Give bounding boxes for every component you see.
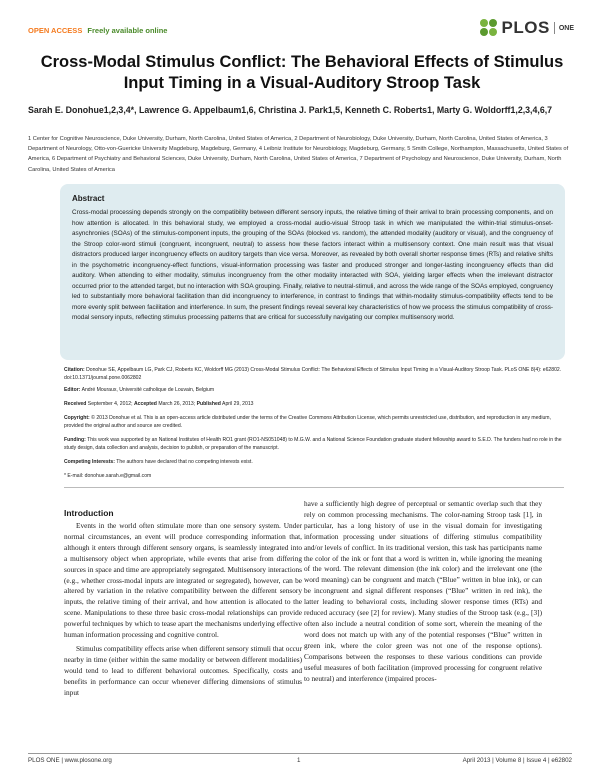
footer-divider: [28, 753, 572, 754]
abstract-text: Cross-modal processing depends strongly on the compatibility between different sensory inputs, the relative timing of their arrival to brain processing components, and on how attention is allocated. In this behavioral study, we employed a cross-modal audio-visual Stroop task in which we manipulated the within-trial stimulus-onset-asynchronies (SOAs) of the stimulus-component inputs, the grouping of the SOAs (blocked vs. random), the attended modality (auditory or visual), and the congruency of the Stroop color-word stimuli (congruent, incongruent, neutral) to assess how these factors interact within a multisensory context. One main result was that visual distractors produced larger incongruency effects on auditory targets than vice versa. Moreover, as revealed by both overall shorter response times (RTs) and relative shifts in the psychometric incongruency-effect functions, visual-information processing was faster and produced stronger and longer-lasting incongruency effects than did auditory. When attending to either modality, stimulus incongruency from the other modality interacted with SOA, yielding larger effects when the irrelevant distractor occurred prior to the attended target, but no interaction with SOA grouping. Finally, relative to neutral-stimuli, and across the wide range of the SOAs employed, congruency led to substantially more behavioral facilitation than did incongruency to interference, in contrast to findings that within-modality stimulus-compatibility effects tend to be more evenly split between facilitation and interference. In sum, the present findings reveal several key characteristics of how we process the stimulus compatibility of cross-modal sensory inputs, reflecting stimulus processing patterns that are critical for successfully navigating our complex multisensory world.: [72, 209, 553, 321]
competing-label: Competing Interests:: [64, 459, 115, 465]
left-column: [64, 508, 302, 699]
citation-text: Donohue SE, Appelbaum LG, Park CJ, Roberts KC, Woldorff MG (2013) Cross-Modal Stimulus Conflict: The Behavioral Effects of Stimulus Input Timing in a Visual-Auditory Stroop Task. PLoS ONE 8(4): e62802. doi:10.1371/journal.pone.0062802: [64, 367, 562, 382]
published-label: Published: [196, 401, 221, 407]
logo-text: PLOS: [501, 18, 550, 37]
dates-line: [64, 400, 564, 408]
published-date: April 29, 2013: [222, 401, 254, 407]
received-label: Received: [64, 401, 87, 407]
affiliations: 1 Center for Cognitive Neuroscience, Duke University, Durham, North Carolina, United States of America, 2 Department of Neurobiology, Duke University, Durham, North Carolina, United States of America, 3 Department of Neurology, Otto-von-Guericke University Magdeburg, Magdeburg, Germany, 4 Leibniz Institute for Neurobiology, Magdeburg, Germany, 5 Smith College, Northampton, Massachusetts, United States of America, 6 Department of Psychiatry and Behavioral Sciences, Duke University, Durham, North Carolina, United States of America, 7 Department of Psychology and Neuroscience, Duke University, Durham, North Carolina, United States of America: [28, 136, 569, 173]
email-label: * E-mail:: [64, 473, 84, 479]
plos-one-logo: [480, 18, 574, 38]
email-link[interactable]: donohue.sarah.e@gmail.com: [84, 473, 152, 479]
intro-paragraph-1: Events in the world often stimulate more than one sensory system. Under normal circumstances, an event will produce corresponding information that, although it enters through different sensory organs, is seamlessly integrated into a multisensory object when appropriate, while events that arise from differing sources in space and time are appropriately segregated. Multisensory interactions (e.g., whether cross-modal inputs are integrated or segregated), however, can be altered by variation in the relative compatibility between the different sensory inputs, the relative timing of their arrival, and how attention is allocated to the scene. Manipulations to these three basic cross-modal relationships can provide powerful techniques by which to tease apart the mechanisms underlying effective human information processing and cognitive control.: [64, 521, 302, 640]
funding-label: Funding:: [64, 437, 86, 443]
plos-logo-icon: [480, 19, 498, 37]
open-access-banner: [28, 26, 167, 35]
email-line: [64, 472, 564, 480]
open-access-label: OPEN ACCESS: [28, 26, 83, 35]
footer-journal: PLOS ONE | www.plosone.org: [28, 757, 112, 764]
editor-label: Editor:: [64, 387, 81, 393]
citation-label: Citation:: [64, 367, 85, 373]
competing-text: The authors have declared that no competing interests exist.: [116, 459, 253, 465]
section-divider: [64, 487, 564, 488]
editor-line: [64, 386, 564, 394]
footer-page-number: 1: [297, 757, 301, 764]
logo-divider: [554, 22, 555, 34]
accepted-label: Accepted: [133, 401, 157, 407]
right-column: [304, 499, 542, 684]
abstract-heading: Abstract: [72, 194, 105, 203]
freely-available-label: Freely available online: [87, 26, 168, 35]
intro-paragraph-2: Stimulus compatibility effects arise when different sensory stimuli that occur nearby in time (either within the same modality or between different modalities) would tend to lead to different behavioral outcomes. Specifically, costs and benefits in performance can occur whenever differing dimensions of stimulus input: [64, 643, 302, 697]
copyright-line: [64, 414, 564, 430]
funding-text: This work was supported by an National Institutes of Health RO1 grant (RO1-NS051048) to M.G.W. and a National Science Foundation graduate student fellowship award to S.E.D. The funders had no role in the study design, data collection and analysis, decision to publish, or preparation of the manuscript.: [64, 437, 562, 452]
copyright-label: Copyright:: [64, 415, 90, 421]
competing-interests-line: [64, 458, 564, 466]
author-list: Sarah E. Donohue1,2,3,4*, Lawrence G. Appelbaum1,6, Christina J. Park1,5, Kenneth C. Roberts1, Marty G. Woldorff1,2,3,4,6,7: [28, 105, 553, 115]
introduction-heading: Introduction: [64, 508, 114, 518]
copyright-text: © 2013 Donohue et al. This is an open-access article distributed under the terms of the Creative Commons Attribution License, which permits unrestricted use, distribution, and reproduction in any medium, provided the original author and source are credited.: [64, 415, 551, 430]
accepted-date: March 26, 2013;: [158, 401, 196, 407]
received-date: September 4, 2012;: [87, 401, 133, 407]
footer-issue: April 2013 | Volume 8 | Issue 4 | e62802: [462, 757, 572, 764]
editor-text: André Mouraux, Université catholique de Louvain, Belgium: [81, 387, 215, 393]
funding-line: [64, 436, 564, 452]
article-title: Cross-Modal Stimulus Conflict: The Behavioral Effects of Stimulus Input Timing in a Visual-Auditory Stroop Task: [40, 53, 564, 92]
right-paragraph-1: have a sufficiently high degree of perceptual or semantic overlap such that they rely on common processing mechanisms. The color-naming Stroop task [1], in particular, has a long history of use in the visual domain for investigating information processing under situations of differing stimulus compatibility and/or levels of conflict. In its traditional version, this task has participants name the color of the ink or font that a word is written in, while ignoring the meaning of the word. The relevant dimension (the ink color) and the irrelevant one (the word meaning) can be congruent and match (“Blue” written in blue ink), or can be incongruent and signal different responses (“Blue” written in red ink), the latter leading to behavioral costs, including slower response times (RTs) and reduced accuracy (see [2] for review). Many studies of the Stroop task (e.g., [3]) often also include a neutral condition of some sort, wherein the meaning of the word does not match up with any of the potential responses (“Blue” written in green ink, where the color green was not one of the response options). Comparisons between the responses to these various conditions can provide useful measures of both facilitation (improved processing for congruent relative to neutral) and interference (impaired proces-: [304, 499, 542, 683]
abstract-box: [60, 184, 565, 360]
logo-sub: ONE: [558, 24, 574, 32]
citation-line: [64, 366, 564, 382]
